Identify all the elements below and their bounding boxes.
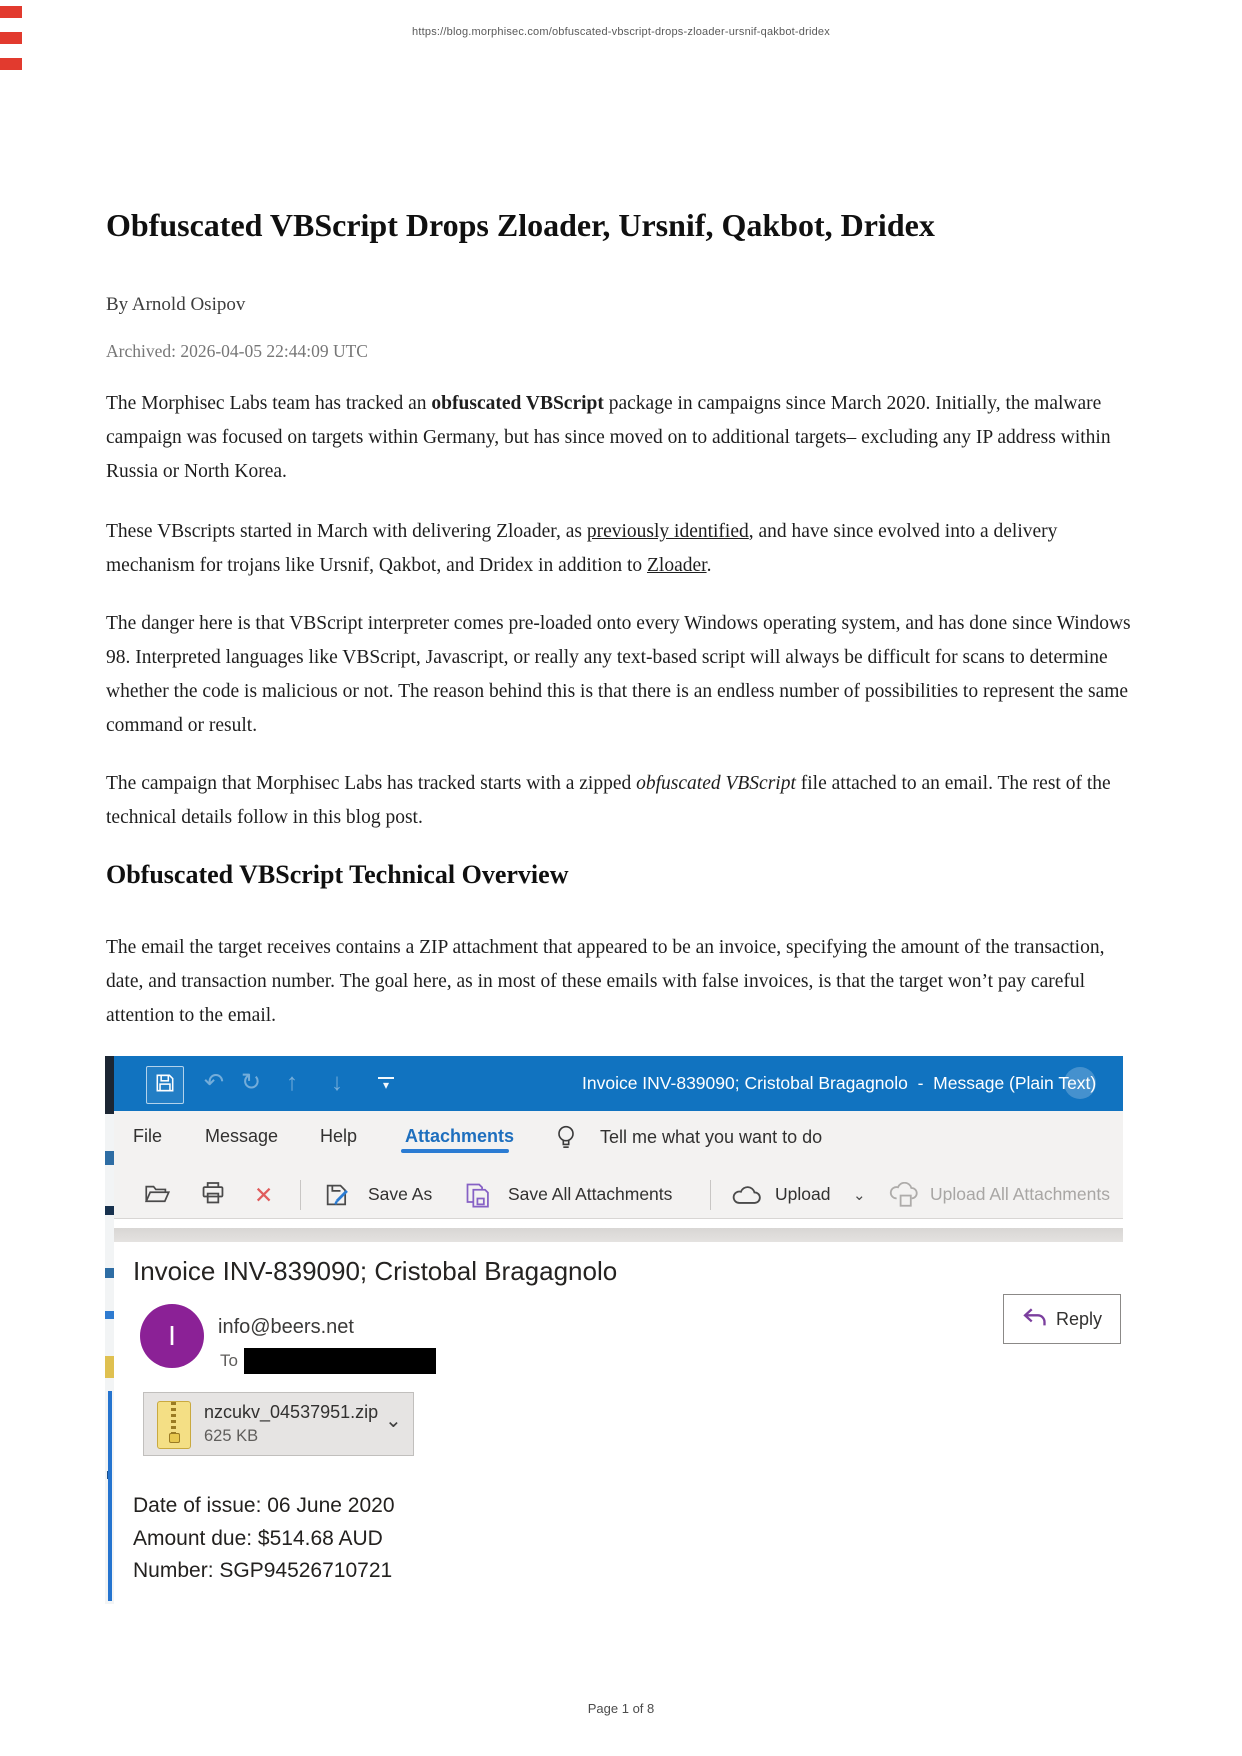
- window-titlebar: [114, 1056, 1123, 1111]
- sender-address: info@beers.net: [218, 1316, 354, 1338]
- page-title: Obfuscated VBScript Drops Zloader, Ursnif, Qakbot, Dridex: [106, 207, 935, 243]
- email-subject: Invoice INV-839090; Cristobal Bragagnolo: [133, 1256, 618, 1286]
- email-body-line: Date of issue: 06 June 2020: [133, 1494, 395, 1517]
- upload-cloud-icon: [731, 1184, 763, 1212]
- bold-phrase: obfuscated VBScript: [431, 393, 604, 414]
- printer-icon: [200, 1193, 226, 1210]
- attachment-chip[interactable]: [143, 1392, 414, 1456]
- avatar-initial: I: [168, 1320, 176, 1351]
- ribbon-tab-row: [114, 1111, 1123, 1172]
- print-button[interactable]: [200, 1180, 226, 1211]
- ribbon-shadow-band: [114, 1228, 1123, 1242]
- upload-all-attachments-button[interactable]: Upload All Attachments: [930, 1184, 1110, 1204]
- move-down-icon[interactable]: ↓: [331, 1069, 343, 1096]
- paragraph-text: .: [706, 555, 712, 576]
- save-all-attachments-button[interactable]: Save All Attachments: [508, 1184, 673, 1204]
- reply-button-label: Reply: [1055, 1308, 1103, 1329]
- window-title: Invoice INV-839090; Cristobal Bragagnolo - Message (Plain Text): [582, 1073, 1097, 1093]
- attachment-filename: nzcukv_04537951.zip: [204, 1402, 379, 1422]
- attachment-options-chevron-icon[interactable]: ⌄: [385, 1410, 402, 1432]
- paragraph-text: These VBscripts started in March with delivering Zloader, as: [106, 521, 587, 542]
- archived-timestamp: Archived: 2026-04-05 22:44:09 UTC: [106, 341, 368, 361]
- toolbar-divider: [300, 1180, 301, 1210]
- reply-arrow-icon: [1022, 1307, 1047, 1332]
- outlook-window: [114, 1056, 1123, 1604]
- to-label: To: [220, 1351, 238, 1370]
- save-button[interactable]: [146, 1066, 184, 1104]
- page-edge-mark: [0, 6, 22, 18]
- paragraph-text: , and have since evolved into a delivery mechanism for trojans like Ursnif, Qakbot, and Dridex in addition to: [106, 521, 1058, 576]
- paragraph-1: [106, 387, 1140, 489]
- italic-phrase: obfuscated VBScript: [636, 773, 796, 794]
- remove-attachment-button[interactable]: ✕: [254, 1182, 274, 1208]
- paragraph-2: [106, 515, 1140, 583]
- upload-dropdown-chevron-icon[interactable]: ⌄: [853, 1187, 866, 1204]
- move-up-icon[interactable]: ↑: [286, 1069, 298, 1096]
- paragraph-3: The danger here is that VBScript interpreter comes pre-loaded onto every Windows operating system, and has done since Windows 98. Interpreted languages like VBScript, Javascript, or really any text-based script will always be difficult for scans to determine whether the code is malicious or not. The reason behind this is that there is an endless number of possibilities to represent the same command or result.: [106, 613, 1131, 736]
- recipient-redaction-bar: [244, 1348, 436, 1374]
- lightbulb-icon: [555, 1124, 577, 1157]
- paragraph-text: The campaign that Morphisec Labs has tracked starts with a zipped: [106, 773, 637, 794]
- email-body-line: Amount due: $514.68 AUD: [133, 1527, 383, 1550]
- tab-help[interactable]: Help: [320, 1126, 358, 1146]
- paragraph-text: file attached to an email. The rest of the technical details follow in this blog post.: [106, 773, 1111, 828]
- link-zloader[interactable]: Zloader: [647, 555, 707, 576]
- page-edge-mark: [0, 58, 22, 70]
- redo-icon[interactable]: ↻: [241, 1069, 262, 1096]
- upload-all-attachments-icon: [888, 1182, 920, 1213]
- save-as-icon: [323, 1181, 351, 1214]
- undo-icon[interactable]: ↶: [204, 1069, 225, 1096]
- upload-button[interactable]: Upload: [775, 1184, 831, 1204]
- reply-button[interactable]: [1003, 1294, 1121, 1344]
- page-number: Page 1 of 8: [587, 1701, 655, 1716]
- paragraph-text: package in campaigns since March 2020. Initially, the malware campaign was focused on targets within Germany, but has since moved on to additional targets– excluding any IP address within Russia or North Korea.: [106, 393, 1111, 482]
- tab-attachments[interactable]: Attachments: [405, 1126, 515, 1146]
- tab-file[interactable]: File: [133, 1126, 163, 1146]
- attachments-toolbar: [114, 1172, 1123, 1219]
- screenshot-edge-strip: [105, 1056, 114, 1604]
- open-button[interactable]: [144, 1183, 171, 1211]
- titlebar-circle-decoration: [1064, 1067, 1096, 1099]
- sender-avatar[interactable]: [140, 1304, 204, 1368]
- tab-message[interactable]: Message: [205, 1126, 279, 1146]
- email-screenshot: [105, 1056, 1123, 1604]
- paragraph-4: [106, 767, 1140, 835]
- link-previously-identified[interactable]: previously identified: [586, 521, 749, 542]
- section-heading: Obfuscated VBScript Technical Overview: [106, 860, 569, 889]
- paragraph-text: The Morphisec Labs team has tracked an: [106, 393, 432, 414]
- folder-open-icon: [144, 1193, 171, 1210]
- toolbar-divider: [710, 1180, 711, 1210]
- save-all-attachments-icon: [464, 1181, 492, 1214]
- author-byline: By Arnold Osipov: [106, 294, 246, 315]
- paragraph-5: The email the target receives contains a ZIP attachment that appeared to be an invoice, specifying the amount of the transaction, date, and transaction number. The goal here, as in most of these emails with false invoices, is that the target won’t pay careful attention to the email.: [106, 937, 1105, 1026]
- save-icon: [154, 1072, 176, 1099]
- printed-url-header: https://blog.morphisec.com/obfuscated-vbscript-drops-zloader-ursnif-qakbot-dridex: [412, 26, 830, 38]
- save-as-button[interactable]: Save As: [368, 1184, 433, 1204]
- customize-quick-access-icon[interactable]: ▾: [378, 1077, 394, 1091]
- tell-me-box[interactable]: Tell me what you want to do: [600, 1127, 823, 1147]
- attachment-size: 625 KB: [204, 1427, 259, 1445]
- email-body-line: Number: SGP94526710721: [133, 1559, 393, 1582]
- zip-file-icon: [157, 1401, 191, 1449]
- active-tab-underline: [401, 1149, 509, 1153]
